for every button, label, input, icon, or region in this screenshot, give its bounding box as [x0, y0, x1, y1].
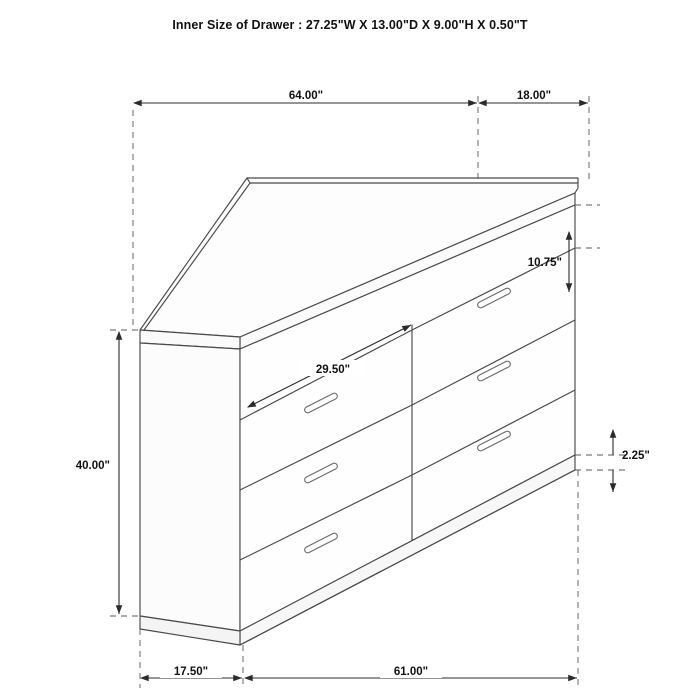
dimension-depth-top: 18.00"	[516, 90, 552, 102]
dimension-drawer-top-height: 10.75"	[527, 257, 562, 269]
dimension-base-depth: 17.50"	[173, 666, 209, 678]
dimension-height: 40.00"	[75, 460, 110, 472]
page-title: Inner Size of Drawer : 27.25"W X 13.00"D X 9.00"H X 0.50"T	[172, 18, 528, 32]
dimension-base-height: 2.25"	[622, 450, 650, 462]
dimension-diagonal: 29.50"	[315, 364, 351, 376]
dresser-geometry	[140, 178, 578, 645]
dimension-base-width: 61.00"	[393, 666, 429, 678]
dimension-width-top: 64.00"	[288, 90, 324, 102]
